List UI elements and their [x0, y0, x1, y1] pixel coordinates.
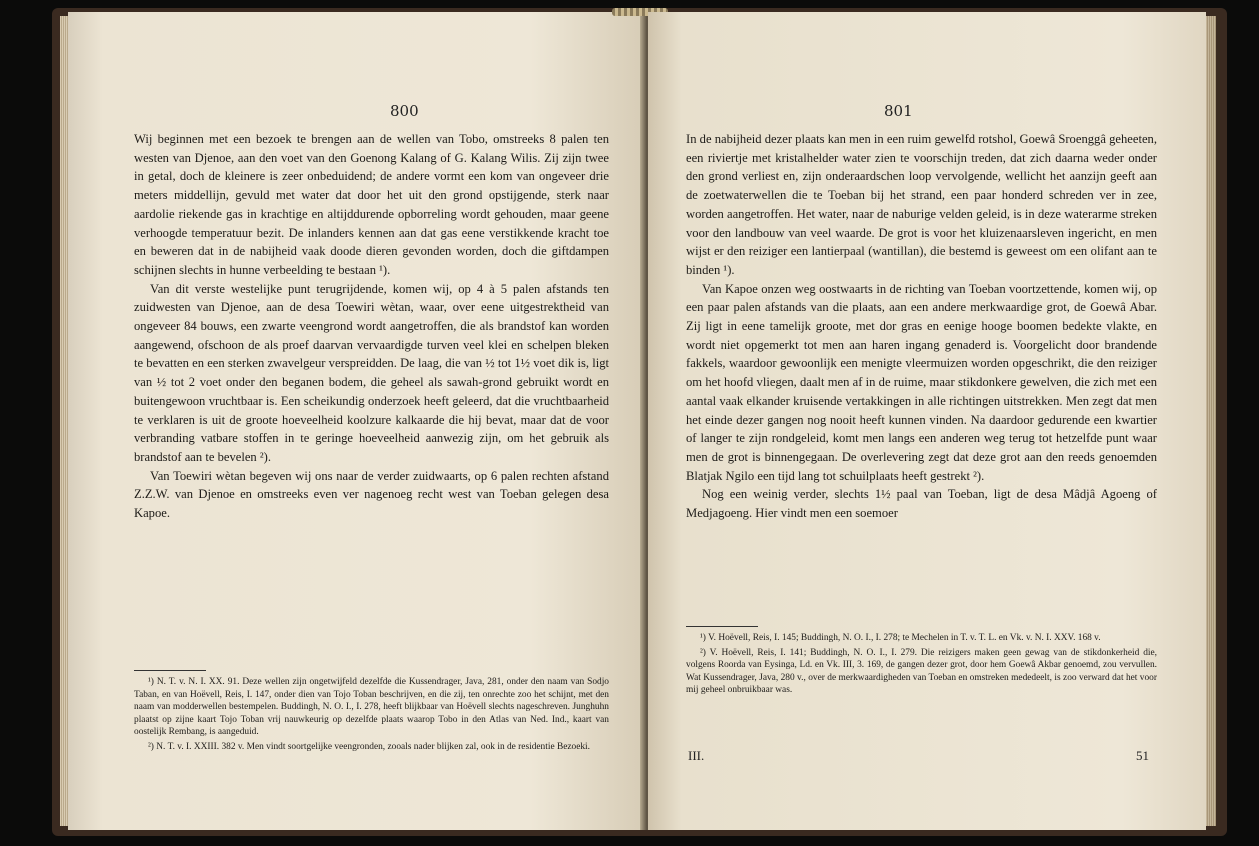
footnote: ¹) N. T. v. N. I. XX. 91. Deze wellen zijn ongetwijfeld dezelfde die Kussendrager, Java, 281, onder den naam van Sodjo Taban, en van Hoëvell, Reis, I. 147, onder dien van Tojo Toban beschrijven, en die zij, ten onrechte zoo het schijnt, met den naam van modderwellen bestempelen. Buddingh, N. O. I., I. 278, heeft blijkbaar van Hoëvell slechts nageschreven. Junghuhn plaatst op zijne kaart Tojo Toban vrij nauwkeurig op dezelfde plaats waarop Tobo in den Atlas van Ned. Ind., kaart van oostelijk Rembang, is aangeduid.	[134, 677, 609, 738]
paragraph: Van Kapoe onzen weg oostwaarts in de richting van Toeban voortzettende, komen wij, op een paar palen afstands van die plaats, aan een andere merkwaardige grot, de Goewâ Abar. Zij ligt in eene tamelijk groote, met dor gras en eenige hooge boomen bedekte vlakte, en wordt niet opgemerkt tot men aan haren ingang genaderd is. Voorgelicht door brandende fakkels, waardoor gewoonlijk een menigte vleermuizen worden opgeschrikt, die den reiziger om het hoofd vliegen, daalt men af in de ruime, maar stikdonkere gewelven, die zich met een aantal vaak elkander kruisende vertakkingen in alle richtingen uitstrekken. Men zegt dat men het einde dezer gangen nog nooit heeft kunnen vinden. Na daardoor gedurende een kwartier of langer te zijn rondgeleid, komt men langs een anderen weg terug tot hetzelfde punt waar men de grot is binnengegaan. De overlevering zegt dat deze grot aan den reeds genoemden Blatjak Ngilo een tijd lang tot schuilplaats heeft gestrekt ²).	[686, 281, 1157, 483]
left-page	[68, 12, 646, 830]
signature-mark: III.	[688, 748, 705, 763]
right-body	[686, 130, 1157, 523]
page-number: 801	[884, 102, 913, 120]
footnote: ²) V. Hoëvell, Reis, I. 141; Buddingh, N. O. I., I. 279. Die reizigers maken geen gewag van de stikdonkerheid die, volgens Roorda van Eysinga, Ld. en Vk. III, 3. 169, de gangen dezer grot, door hem Goewâ Akbar genoemd, zou vervullen. Wat Kussendrager, Java, 280 v., over de merkwaardigheden van Toeban en omstreken mededeelt, is zoo verward dat het voor mij geheel onbruikbaar was.	[686, 647, 1157, 696]
left-footnotes	[134, 676, 609, 756]
footnote: ²) N. T. v. I. XXIII. 382 v. Men vindt soortgelijke veengronden, zooals nader blijken zal, ook in de residentie Bezoeki.	[148, 741, 591, 752]
right-page	[648, 12, 1206, 830]
paragraph: Van dit verste westelijke punt terugrijdende, komen wij, op 4 à 5 palen afstands ten zuidwesten van Djenoe, aan de desa Toewiri wètan, waar, over eene uitgestrektheid van ongeveer 84 bouws, een zwarte veengrond wordt aangetroffen, die als brandstof kan worden aangewend, ofschoon de als proef daarvan vervaardigde turven veel klei en schelpen bleken te bevatten en een sterken zwavelgeur verspreidden. De laag, die van ½ tot 1½ voet dik is, ligt van ½ tot 2 voet onder den beganen bodem, die geheel als sawah-grond gebruikt wordt en buitengewoon vruchtbaar is. Een scheikundig onderzoek heeft geleerd, dat die vruchtbaarheid te verklaren is uit de groote hoeveelheid koolzure kalkaarde die hij bevat, maar dat de voor verbranding vatbare stoffen in te geringe hoeveelheid aanwezig zijn, om het gebruik als brandstof aan te bevelen ²).	[134, 281, 609, 464]
footnote-rule	[134, 670, 206, 671]
footnote: ¹) V. Hoëvell, Reis, I. 145; Buddingh, N. O. I., I. 278; te Mechelen in T. v. T. L. en Vk. v. N. I. XXV. 168 v.	[700, 633, 1101, 643]
paragraph: In de nabijheid dezer plaats kan men in een ruim gewelfd rotshol, Goewâ Sroenggâ geheeten, een riviertje met kristalhelder water zien te voorschijn treden, dat zich daarna weder onder den grond verliest en, zijn onderaardschen loop vervolgende, wellicht het aanzijn geeft aan de zoetwaterwellen die te Toeban bij het strand, een paar honderd schreden ver in zee, worden aangetroffen. Het water, naar de naburige velden geleid, is in deze waterarme streken voor den landbouw van veel waarde. De grot is voor het kluizenaarsleven ingericht, en men wijst er den reiziger een lantierpaal (wantillan), die bestemd is geweest om een olifant aan te binden ¹).	[686, 132, 1157, 277]
right-footnotes	[686, 632, 1157, 699]
paragraph: Van Toewiri wètan begeven wij ons naar de verder zuidwaarts, op 6 palen rechten afstand Z.Z.W. van Djenoe en omstreeks even ver nagenoeg recht west van Toeban gelegen desa Kapoe.	[134, 468, 609, 521]
footnote-rule	[686, 626, 758, 627]
left-body	[134, 130, 609, 523]
page-number: 800	[390, 102, 419, 120]
gathering-number: 51	[1136, 748, 1149, 763]
paragraph: Wij beginnen met een bezoek te brengen aan de wellen van Tobo, omstreeks 8 palen ten westen van Djenoe, aan den voet van den Goenong Kalang of G. Kalang Wilis. Zij zijn twee in getal, doch de kleinere is zeer onbeduidend; de andere vormt een kom van ongeveer drie meters middellijn, gevuld met water dat door het uit den grond opstijgende, sterk naar aardolie riekende gas in krachtige en altijddurende opborreling wordt gehouden, maar geene verhoogde temperatuur bezit. De inlanders kennen aan dat gas eene verstikkende kracht toe en beweren dat in de nabijheid vaak doode dieren gevonden worden, doch die giftdampen schijnen slechts in hunne verbeelding te bestaan ¹).	[134, 132, 609, 277]
paragraph: Nog een weinig verder, slechts 1½ paal van Toeban, ligt de desa Mâdjâ Agoeng of Medjagoeng. Hier vindt men een soemoer	[686, 487, 1157, 521]
